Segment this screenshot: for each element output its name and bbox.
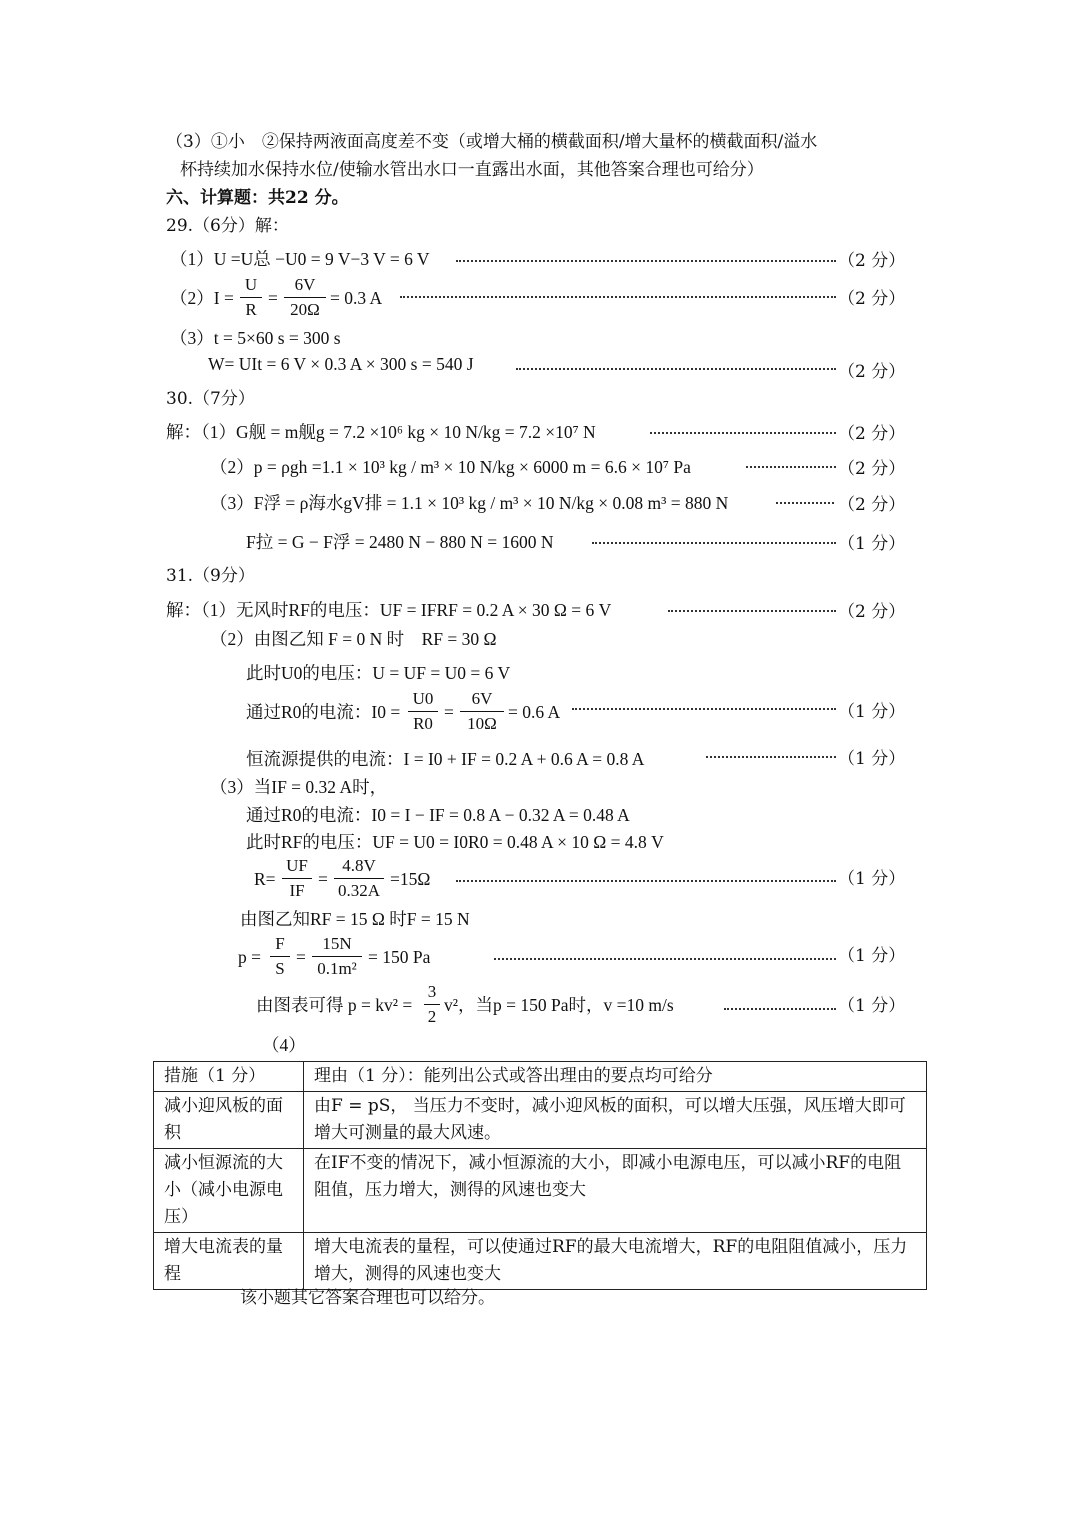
q31-part1-score: （2 分）	[838, 602, 906, 622]
table-row	[154, 1233, 927, 1290]
fraction-denominator: 20Ω	[290, 300, 320, 319]
q29-part3-line2: W= UIt = 6 V × 0.3 A × 300 s = 540 J	[208, 354, 474, 374]
q30-part2-equation: （2）p = ρgh =1.1 × 10³ kg / m³ × 10 N/kg × 6000 m = 6.6 × 10⁷ Pa	[210, 457, 691, 477]
leader-dots	[456, 260, 836, 262]
fraction-denominator: S	[275, 959, 285, 978]
q31-part2-current-score: （1 分）	[838, 702, 906, 722]
fraction-denominator: 0.32A	[337, 881, 381, 900]
fraction-numerator: F	[275, 934, 285, 953]
q30-part1-score: （2 分）	[838, 424, 906, 444]
table-row	[154, 1149, 927, 1233]
table-header-row	[154, 1062, 927, 1092]
section3-answer-line1: （3）①小 ②保持两液面高度差不变（或增大桶的横截面积/增大量杯的横截面积/溢水	[166, 132, 818, 152]
q31-part4-label: （4）	[262, 1035, 306, 1055]
table-header-cell: 措施（1 分）	[154, 1062, 304, 1092]
fraction-denominator: IF	[289, 881, 305, 900]
equals-sign: =	[296, 947, 306, 967]
fraction-numerator: 3	[427, 982, 437, 1001]
footnote: 该小题其它答案合理也可以给分。	[240, 1288, 495, 1308]
fraction-uf-over-if	[282, 855, 312, 902]
q30-part3-score: （2 分）	[838, 495, 906, 515]
section6-title: 六、计算题：共22 分。	[166, 188, 349, 208]
q31-part3-velocity-score: （1 分）	[838, 996, 906, 1016]
leader-dots	[650, 432, 836, 434]
q29-part2-lhs: （2）I =	[170, 288, 234, 308]
fraction-3-over-2	[424, 981, 440, 1028]
q31-part3-pressure-lhs: p =	[238, 947, 261, 967]
q31-part3-velocity-rhs: v²，当p = 150 Pa时，v =10 m/s	[444, 995, 674, 1015]
leader-dots	[494, 958, 836, 960]
leader-dots	[456, 880, 836, 882]
q31-part2-total-current: 恒流源提供的电流：I = I0 + IF = 0.2 A + 0.6 A = 0.8 A	[246, 749, 645, 769]
q31-part3-velocity-lhs: 由图表可得 p = kv² =	[256, 995, 413, 1015]
fraction-denominator: R	[245, 300, 257, 319]
q29-part2-result: = 0.3 A	[330, 288, 383, 308]
leader-dots	[724, 1008, 836, 1010]
leader-dots	[776, 502, 834, 504]
fraction-numerator: UF	[286, 856, 308, 875]
q30-part4-equation: F拉 = G − F浮 = 2480 N − 880 N = 1600 N	[246, 532, 554, 552]
q31-part2-line2: 此时U0的电压：U = UF = U0 = 6 V	[246, 663, 511, 683]
table-cell-measure: 增大电流表的量程	[154, 1233, 304, 1290]
q31-part1-equation: 解：（1）无风时RF的电压：UF = IFRF = 0.2 A × 30 Ω = 6 V	[166, 600, 612, 620]
q31-part3-line1: （3）当IF = 0.32 A时，	[210, 777, 388, 797]
fraction-15n-over-0-1m2	[312, 933, 362, 980]
q31-part2-current-lhs: 通过R0的电流：I0 =	[246, 702, 401, 722]
table-header-cell: 理由（1 分）：能列出公式或答出理由的要点均可给分	[304, 1062, 927, 1092]
leader-dots	[572, 708, 836, 710]
leader-dots	[668, 610, 836, 612]
fraction-denominator: 2	[427, 1007, 437, 1026]
fraction-6v-over-20ohm	[284, 274, 326, 321]
fraction-u-over-r	[240, 274, 262, 321]
fraction-4-8v-over-0-32a	[334, 855, 384, 902]
q29-part1-equation: （1）U =U总 −U0 = 9 V−3 V = 6 V	[170, 249, 430, 269]
table-cell-reason: 由F = pS， 当压力不变时，减小迎风板的面积，可以增大压强，风压增大即可增大可测量的最大风速。	[304, 1092, 927, 1149]
q31-part2-total-score: （1 分）	[838, 749, 906, 769]
q30-part1-equation: 解：（1）G舰 = m舰g = 7.2 ×10⁶ kg × 10 N/kg = 7.2 ×10⁷ N	[166, 422, 596, 442]
leader-dots	[400, 296, 836, 298]
equals-sign: =	[268, 288, 278, 308]
q31-part3-pressure-result: = 150 Pa	[368, 947, 431, 967]
q31-part3-line3: 此时RF的电压：UF = U0 = I0R0 = 0.48 A × 10 Ω = 4.8 V	[246, 832, 664, 852]
leader-dots	[592, 542, 836, 544]
q31-part3-r-score: （1 分）	[838, 869, 906, 889]
q31-heading: 31.（9分）	[166, 566, 255, 586]
fraction-denominator: R0	[413, 714, 433, 733]
q29-part3-score: （2 分）	[838, 362, 906, 382]
measures-reasons-table	[153, 1061, 927, 1290]
q29-part2-score: （2 分）	[838, 289, 906, 309]
table-cell-measure: 减小迎风板的面积	[154, 1092, 304, 1149]
section3-answer-line2: 杯持续加水保持水位/使输水管出水口一直露出水面，其他答案合理也可给分）	[180, 160, 764, 180]
leader-dots	[706, 756, 836, 758]
table-cell-measure: 减小恒源流的大小（减小电源电压）	[154, 1149, 304, 1233]
fraction-numerator: 6V	[471, 689, 493, 708]
q31-part2-current-result: = 0.6 A	[508, 702, 561, 722]
table-cell-reason: 在IF不变的情况下，减小恒源流的大小，即减小电源电压，可以减小RF的电阻阻值，压力增大，测得的风速也变大	[304, 1149, 927, 1233]
q29-heading: 29.（6分）解：	[166, 216, 289, 236]
q29-part3-line1: （3）t = 5×60 s = 300 s	[170, 328, 341, 348]
leader-dots	[516, 368, 836, 370]
equals-sign: =	[444, 702, 454, 722]
q30-part4-score: （1 分）	[838, 534, 906, 554]
fraction-u0-over-r0	[408, 688, 438, 735]
fraction-6v-over-10ohm	[460, 688, 504, 735]
q31-part3-force: 由图乙知RF = 15 Ω 时F = 15 N	[240, 909, 470, 929]
table-row	[154, 1092, 927, 1149]
fraction-numerator: 15N	[322, 934, 352, 953]
fraction-denominator: 10Ω	[467, 714, 497, 733]
fraction-denominator: 0.1m²	[317, 959, 357, 978]
fraction-numerator: 6V	[294, 275, 316, 294]
q30-heading: 30.（7分）	[166, 389, 255, 409]
q31-part3-r-result: =15Ω	[390, 869, 431, 889]
fraction-numerator: 4.8V	[342, 856, 376, 875]
fraction-numerator: U0	[412, 689, 434, 708]
fraction-f-over-s	[270, 933, 290, 980]
q30-part2-score: （2 分）	[838, 459, 906, 479]
q31-part2-line1: （2）由图乙知 F = 0 N 时 RF = 30 Ω	[210, 629, 497, 649]
table-cell-reason: 增大电流表的量程，可以使通过RF的最大电流增大，RF的电阻阻值减小，压力增大，测得的风速也变大	[304, 1233, 927, 1290]
q31-part3-pressure-score: （1 分）	[838, 946, 906, 966]
q30-part3-equation: （3）F浮 = ρ海水gV排 = 1.1 × 10³ kg / m³ × 10 N/kg × 0.08 m³ = 880 N	[210, 493, 729, 513]
fraction-numerator: U	[244, 275, 258, 294]
q31-part3-r-lhs: R=	[254, 869, 276, 889]
equals-sign: =	[318, 869, 328, 889]
q31-part3-line2: 通过R0的电流：I0 = I − IF = 0.8 A − 0.32 A = 0.48 A	[246, 805, 630, 825]
q29-part1-score: （2 分）	[838, 251, 906, 271]
leader-dots	[746, 466, 836, 468]
